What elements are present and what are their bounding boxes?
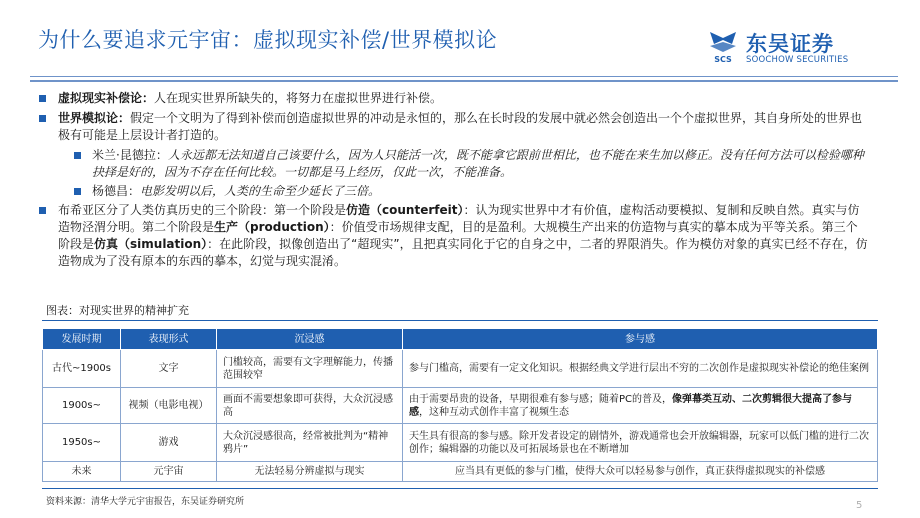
svg-text:SCS: SCS [714,55,732,64]
figure-divider [42,320,878,321]
footer-divider [42,488,878,489]
cell-participation-text: 由于需要昂贵的设备，早期很难有参与感；随着PC的普及， [409,393,673,405]
page-title: 为什么要追求元宇宙：虚拟现实补偿/世界模拟论 [38,28,498,52]
cell-form: 文字 [121,350,217,388]
cell-immersion: 大众沉浸感很高，经常被批判为“精神鸦片” [217,424,403,462]
cell-form: 游戏 [121,424,217,462]
cell-participation: 天生具有很高的参与感。除开发者设定的剧情外，游戏通常也会开放编辑器，玩家可以低门槛的进行二次创作；编辑器的功能以及可拓展场景也在不断增加 [403,424,878,462]
header-divider-bottom [30,80,898,82]
cell-period: 未来 [43,462,121,482]
cell-period: 1950s~ [43,424,121,462]
logo-chinese-name: 东吴证券 [746,32,834,56]
main-content [36,90,868,273]
quote-text: 电影发明以后，人类的生命至少延长了三倍。 [140,184,381,198]
quote-author: 米兰·昆德拉： [92,148,168,162]
bullet-simulation [36,110,868,144]
bullet-text: 布希亚区分了人类仿真历史的三个阶段：第一个阶段是 [58,203,347,217]
cell-period: 1900s~ [43,388,121,424]
cell-immersion: 无法轻易分辨虚拟与现实 [217,462,403,482]
bullet-square-icon [39,95,46,102]
bullet-text: ：认为现实世界中才有价值，虚构活动要模拟、复制和反映自然。真实与仿造物泾渭分明。第二个阶段是 [58,203,860,234]
bullet-text: 人在现实世界所缺失的，将努力在虚拟世界进行补偿。 [154,91,443,105]
keyword-production: 生产（production） [214,220,330,234]
cell-participation-highlight: 像弹幕类互动、二次剪辑很大提高了参与感 [409,393,853,418]
cell-period: 古代~1900s [43,350,121,388]
cell-participation [403,388,878,424]
cell-immersion: 门槛较高，需要有文字理解能力，传播范围较窄 [217,350,403,388]
bullet-baudrillard [36,202,868,270]
source-note: 资料来源：清华大学元宇宙报告，东吴证券研究所 [46,497,245,507]
keyword-counterfeit: 仿造（counterfeit） [346,203,464,217]
cell-form: 视频（电影电视） [121,388,217,424]
page-number: 5 [856,500,863,511]
bullet-label: 世界模拟论： [58,111,131,125]
spirit-expansion-table [42,328,878,482]
bullet-text: ：价值受市场规律支配，目的是盈利。大规模生产出来的仿造物与真实的摹本成为平等关系。第三个阶段是 [58,220,858,251]
table-row [43,388,878,424]
sub-bullet-kundera [36,147,868,181]
table-row [43,350,878,388]
quote-author: 杨德昌： [92,184,141,198]
sub-bullet-yang [36,183,868,200]
soochow-logo-icon [706,28,740,64]
cell-participation-text: ，这种互动式创作丰富了视频生态 [419,406,569,418]
bullet-square-icon [39,115,46,122]
bullet-square-icon [74,152,81,159]
keyword-simulation: 仿真（simulation） [94,237,208,251]
table-row [43,462,878,482]
bullet-label: 虚拟现实补偿论： [58,91,155,105]
bullet-square-icon [39,207,46,214]
quote-text: 人永远都无法知道自己该要什么，因为人只能活一次，既不能拿它跟前世相比，也不能在来生加以修正。没有任何方法可以检验哪种抉择是好的，因为不存在任何比较。一切都是马上经历，仅此一次，不能准备。 [92,148,864,179]
cell-participation: 应当具有更低的参与门槛，使得大众可以轻易参与创作，真正获得虚拟现实的补偿感 [403,462,878,482]
header-period: 发展时期 [43,329,121,350]
cell-form: 元宇宙 [121,462,217,482]
bullet-text: 假定一个文明为了得到补偿而创造虚拟世界的冲动是永恒的，那么在长时段的发展中就必然会创造出一个个虚拟世界，其自身所处的世界也极有可能是上层设计者打造的。 [58,111,863,142]
figure-caption: 图表：对现实世界的精神扩充 [46,304,189,317]
logo-english-name: SOOCHOW SECURITIES [746,55,849,65]
cell-immersion: 画面不需要想象即可获得，大众沉浸感高 [217,388,403,424]
table-header-row [43,329,878,350]
header-divider-top [30,76,898,77]
bullet-text: ：在此阶段，拟像创造出了“超现实”，且把真实同化于它的自身之中，二者的界限消失。作为模仿对象的真实已经不存在，仿造物成为了没有原本的东西的摹本，幻觉与现实混淆。 [58,237,868,268]
bullet-compensation [36,90,868,107]
cell-participation: 参与门槛高，需要有一定文化知识。根据经典文学进行层出不穷的二次创作是虚拟现实补偿论的绝佳案例 [403,350,878,388]
bullet-square-icon [74,188,81,195]
header-form: 表现形式 [121,329,217,350]
header-immersion: 沉浸感 [217,329,403,350]
table-row [43,424,878,462]
header-participation: 参与感 [403,329,878,350]
company-logo [706,28,866,68]
